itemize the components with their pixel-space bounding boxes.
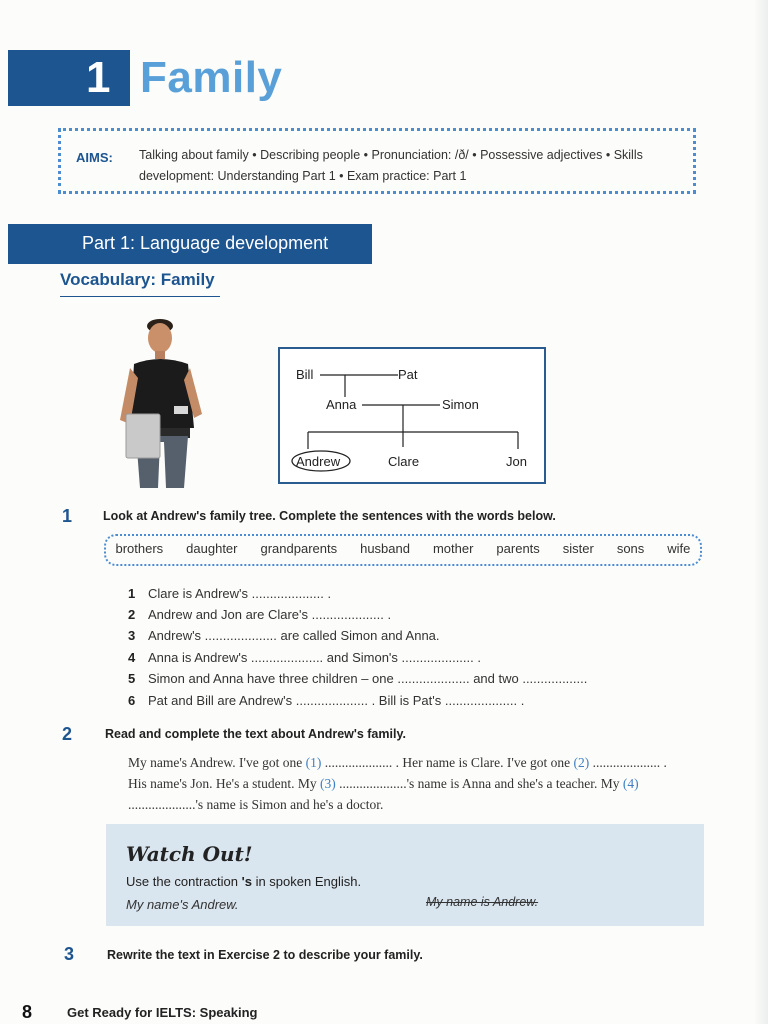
section-heading: Vocabulary: Family — [60, 270, 215, 289]
sentence-text: Clare is Andrew's .................... . — [148, 586, 332, 601]
gap-number: (1) — [305, 755, 322, 770]
student-illustration — [112, 318, 212, 490]
sentence-1 — [128, 585, 331, 603]
exercise-2-number: 2 — [62, 724, 73, 744]
sentence-text: Andrew and Jon are Clare's .................... . — [148, 607, 392, 622]
sentence-number: 2 — [128, 607, 136, 622]
word-item: sister — [562, 541, 594, 556]
page-edge — [754, 0, 768, 1024]
exercise-2-instruction: Read and complete the text about Andrew's family. — [105, 727, 406, 741]
sentence-text: Simon and Anna have three children – one .................... and two .................. — [148, 671, 588, 686]
sentence-text: Pat and Bill are Andrew's .................... . Bill is Pat's .................... . — [148, 693, 525, 708]
chapter-number: 1 — [86, 53, 111, 102]
sentence-number: 4 — [128, 650, 136, 665]
watch-out-title: Watch Out! — [126, 842, 253, 866]
section-underline — [60, 296, 220, 297]
tree-anna: Anna — [326, 397, 357, 412]
text-segment: My name's Andrew. I've got one — [128, 755, 306, 770]
aims-text — [139, 145, 684, 187]
exercise-3-number: 3 — [64, 944, 75, 964]
word-item: wife — [667, 541, 691, 556]
exercise-3-instruction: Rewrite the text in Exercise 2 to describe your family. — [107, 948, 423, 962]
tree-pat: Pat — [398, 367, 418, 382]
tree-simon: Simon — [442, 397, 479, 412]
sentence-6 — [128, 692, 524, 710]
sentence-text: Andrew's .................... are called Simon and Anna. — [148, 628, 440, 643]
sentence-5 — [128, 670, 587, 688]
tree-andrew: Andrew — [296, 454, 341, 469]
incorrect-example: My name is Andrew. — [426, 895, 539, 909]
text-segment: .................... . His name's Jon. He's a student. My — [128, 755, 667, 791]
tree-clare: Clare — [388, 454, 420, 469]
tree-bill: Bill — [296, 367, 314, 382]
page-number: 8 — [22, 1002, 33, 1022]
family-tree — [278, 347, 546, 484]
exercise-2-text — [128, 752, 684, 815]
word-item: sons — [616, 541, 645, 556]
sentence-2 — [128, 606, 391, 624]
word-item: husband — [360, 541, 410, 556]
gap-number: (2) — [573, 755, 590, 770]
chapter-number-bar — [8, 50, 130, 106]
sentence-4 — [128, 649, 481, 667]
aims-line-1: Talking about family • Describing people • Pronunciation: /ð/ • Possessive adjectives • Skills — [139, 148, 643, 162]
sentence-number: 3 — [128, 628, 136, 643]
exercise-1-instruction: Look at Andrew's family tree. Complete the sentences with the words below. — [103, 509, 556, 523]
sentence-3 — [128, 627, 440, 645]
tree-jon: Jon — [506, 454, 527, 469]
text-segment: in spoken English. — [251, 874, 362, 889]
gap-number: (3) — [319, 776, 336, 791]
aims-line-2: development: Understanding Part 1 • Exam practice: Part 1 — [139, 169, 467, 183]
sentence-text: Anna is Andrew's .................... and Simon's .................... . — [148, 650, 481, 665]
book-title: Get Ready for IELTS: Speaking — [67, 1005, 258, 1020]
chapter-title: Family — [140, 53, 283, 102]
word-item: brothers — [115, 541, 164, 556]
word-item: daughter — [186, 541, 238, 556]
contraction: 's — [241, 874, 252, 889]
exercise-1-number: 1 — [62, 506, 73, 526]
word-item: mother — [432, 541, 474, 556]
word-item: parents — [496, 541, 540, 556]
text-segment: ....................'s name is Simon and he's a doctor. — [128, 797, 384, 812]
word-list — [104, 541, 702, 556]
part-banner-title: Part 1: Language development — [82, 233, 329, 253]
word-item: grandparents — [260, 541, 338, 556]
correct-example: My name's Andrew. — [126, 897, 239, 912]
sentence-number: 6 — [128, 693, 136, 708]
text-segment: ....................'s name is Anna and she's a teacher. My — [335, 776, 623, 791]
text-segment: .................... . Her name is Clare. I've got one — [321, 755, 574, 770]
text-segment: Use the contraction — [126, 874, 242, 889]
sentence-number: 1 — [128, 586, 136, 601]
gap-number: (4) — [622, 776, 639, 791]
watch-out-text — [126, 874, 361, 889]
sentence-number: 5 — [128, 671, 136, 686]
aims-label: AIMS: — [76, 150, 113, 165]
